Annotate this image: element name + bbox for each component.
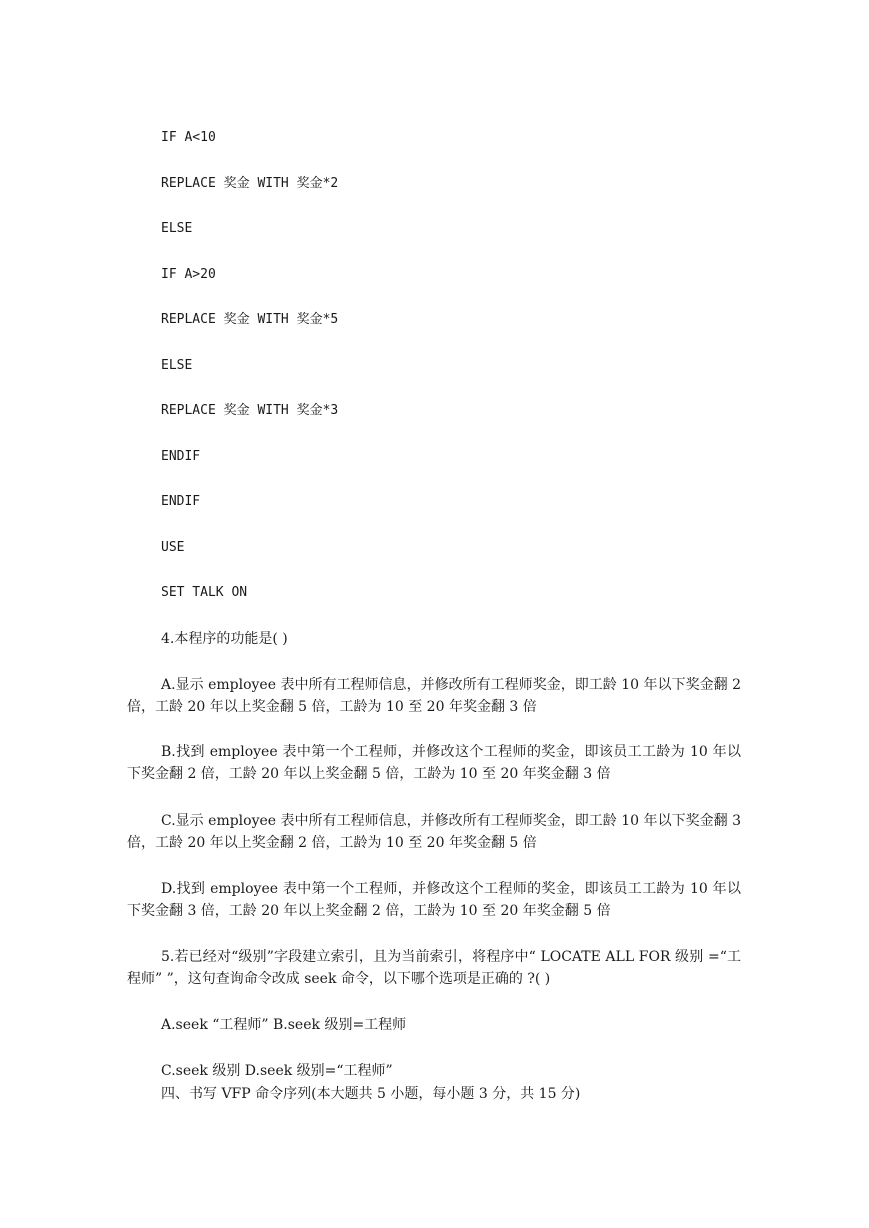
code-line: ELSE bbox=[161, 358, 193, 373]
code-line: IF A<10 bbox=[161, 130, 216, 145]
question-5-options-ab: A.seek “工程师” B.seek 级别=工程师 bbox=[161, 1017, 407, 1033]
code-line: ELSE bbox=[161, 221, 193, 236]
code-line: SET TALK ON bbox=[161, 585, 248, 600]
question-5-stem: 5.若已经对“级别”字段建立索引，且为当前索引，将程序中“ LOCATE ALL FOR 级别 =“工程师” ”，这句查询命令改成 seek 命令，以下哪个选项是正确的 ?( ) bbox=[127, 949, 741, 987]
question-4-option-c: C.显示 employee 表中所有工程师信息，并修改所有工程师奖金，即工龄 10 年以下奖金翻 3 倍，工龄 20 年以上奖金翻 2 倍，工龄为 10 至 20 年奖金翻 5 倍 bbox=[127, 813, 741, 851]
code-line: USE bbox=[161, 540, 185, 555]
code-line: REPLACE 奖金 WITH 奖金*5 bbox=[161, 312, 339, 327]
section-4-title: 四、书写 VFP 命令序列(本大题共 5 小题，每小题 3 分，共 15 分) bbox=[161, 1086, 581, 1102]
code-line: REPLACE 奖金 WITH 奖金*2 bbox=[161, 176, 339, 191]
code-line: ENDIF bbox=[161, 494, 201, 509]
question-4-stem: 4.本程序的功能是( ) bbox=[161, 631, 288, 647]
code-line: IF A>20 bbox=[161, 267, 216, 282]
code-line: REPLACE 奖金 WITH 奖金*3 bbox=[161, 403, 339, 418]
code-line: ENDIF bbox=[161, 449, 201, 464]
question-4-option-a: A.显示 employee 表中所有工程师信息，并修改所有工程师奖金，即工龄 10 年以下奖金翻 2 倍，工龄 20 年以上奖金翻 5 倍，工龄为 10 至 20 年奖金翻 3 倍 bbox=[127, 677, 741, 715]
question-4-option-b: B.找到 employee 表中第一个工程师，并修改这个工程师的奖金，即该员工工龄为 10 年以下奖金翻 2 倍，工龄 20 年以上奖金翻 5 倍，工龄为 10 至 20 年奖金翻 3 倍 bbox=[127, 744, 741, 782]
question-5-options-cd: C.seek 级别 D.seek 级别=“工程师” bbox=[161, 1063, 393, 1079]
question-4-option-d: D.找到 employee 表中第一个工程师，并修改这个工程师的奖金，即该员工工龄为 10 年以下奖金翻 3 倍，工龄 20 年以上奖金翻 2 倍，工龄为 10 至 20 年奖金翻 5 倍 bbox=[127, 881, 741, 919]
